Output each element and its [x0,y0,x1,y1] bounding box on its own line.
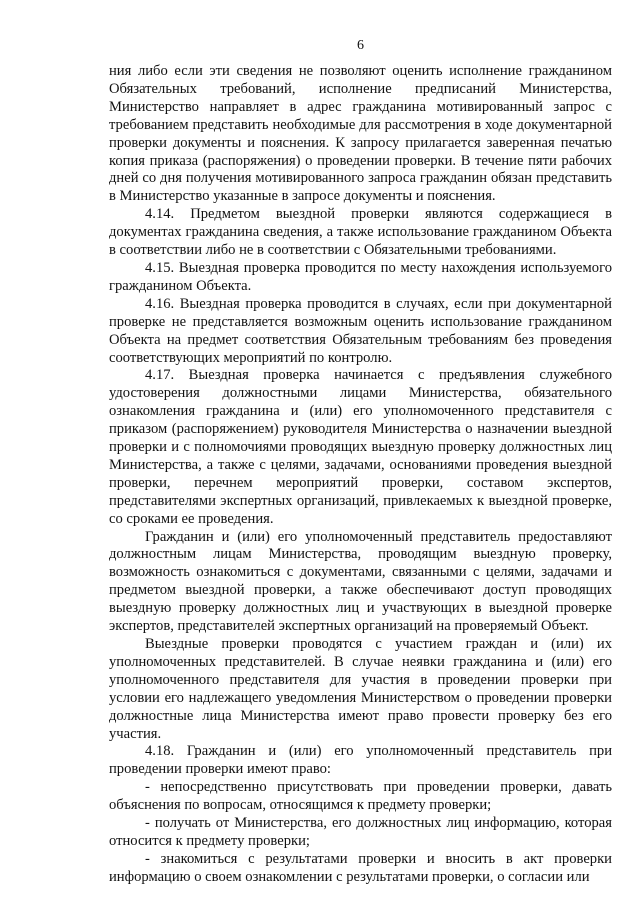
paragraph-4-16: 4.16. Выездная проверка проводится в случаях, если при документарной проверке не представляется возможным оценить использование гражданином Объекта на предмет соответствия Обязательным требованиям без проведения соответствующих мероприятий по контролю. [109,295,612,366]
list-item-presence: - непосредственно присутствовать при проведении проверки, давать объяснения по вопросам, относящимся к предмету проверки; [109,779,612,814]
paragraph-participation: Выездные проверки проводятся с участием граждан и (или) их уполномоченных представителей. В случае неявки гражданина и (или) его уполномоченного представителя для участия в проведении проверки при условии его надлежащего уведомления Министерством о проведении проверки должностные лица Министерства имеют право провести проверку без его участия. [109,636,612,742]
paragraph-4-17: 4.17. Выездная проверка начинается с предъявления служебного удостоверения должностными лицами Министерства, обязательного ознакомления гражданина и (или) его уполномоченного представителя с приказом (распоряжением) руководителя Министерства о назначении выездной проверки и с полномочиями проводящих выездную проверку должностных лиц Министерства, а также с целями, задачами, основаниями проведения выездной проверки, перечнем мероприятий проверки, составом экспертов, представителями экспертных организаций, привлекаемых к выездной проверке, со сроками ее проведения. [109,367,612,527]
list-item-results: - знакомиться с результатами проверки и вносить в акт проверки информацию о своем ознакомлении с результатами проверки, о согласии или [109,850,612,885]
document-page [109,38,612,887]
paragraph-4-15: 4.15. Выездная проверка проводится по месту нахождения используемого гражданином Объекта. [109,259,612,294]
list-item-information: - получать от Министерства, его должностных лиц информацию, которая относится к предмету проверки; [109,815,612,849]
paragraph-4-14: 4.14. Предметом выездной проверки являются содержащиеся в документах гражданина сведения, а также использование гражданином Объекта в соответствии либо не в соответствии с Обязательными требованиями. [109,206,612,259]
page-number: 6 [357,38,364,53]
paragraph-access: Гражданин и (или) его уполномоченный представитель предоставляют должностным лицам Министерства, проводящим выездную проверку, возможность ознакомиться с документами, связанными с целями, задачами и предметом выездной проверки, а также обеспечивают доступ проводящих выездную проверку должностных лиц и участвующих в выездной проверке экспертов, представителей экспертных организаций на проверяемый Объект. [109,528,612,635]
paragraph-continuation: ния либо если эти сведения не позволяют оценить исполнение гражданином Обязательных требований, исполнение предписаний Министерства, Министерство направляет в адрес гражданина мотивированный запрос с требованием представить необходимые для рассмотрения в ходе документарной проверки документы и пояснения. К запросу прилагается заверенная печатью копия приказа (распоряжения) о проведении проверки. В течение пяти рабочих дней со дня получения мотивированного запроса гражданин обязан представить в Министерство указанные в запросе документы и пояснения. [109,63,612,205]
paragraph-4-18: 4.18. Гражданин и (или) его уполномоченный представитель при проведении проверки имеют право: [109,743,612,778]
